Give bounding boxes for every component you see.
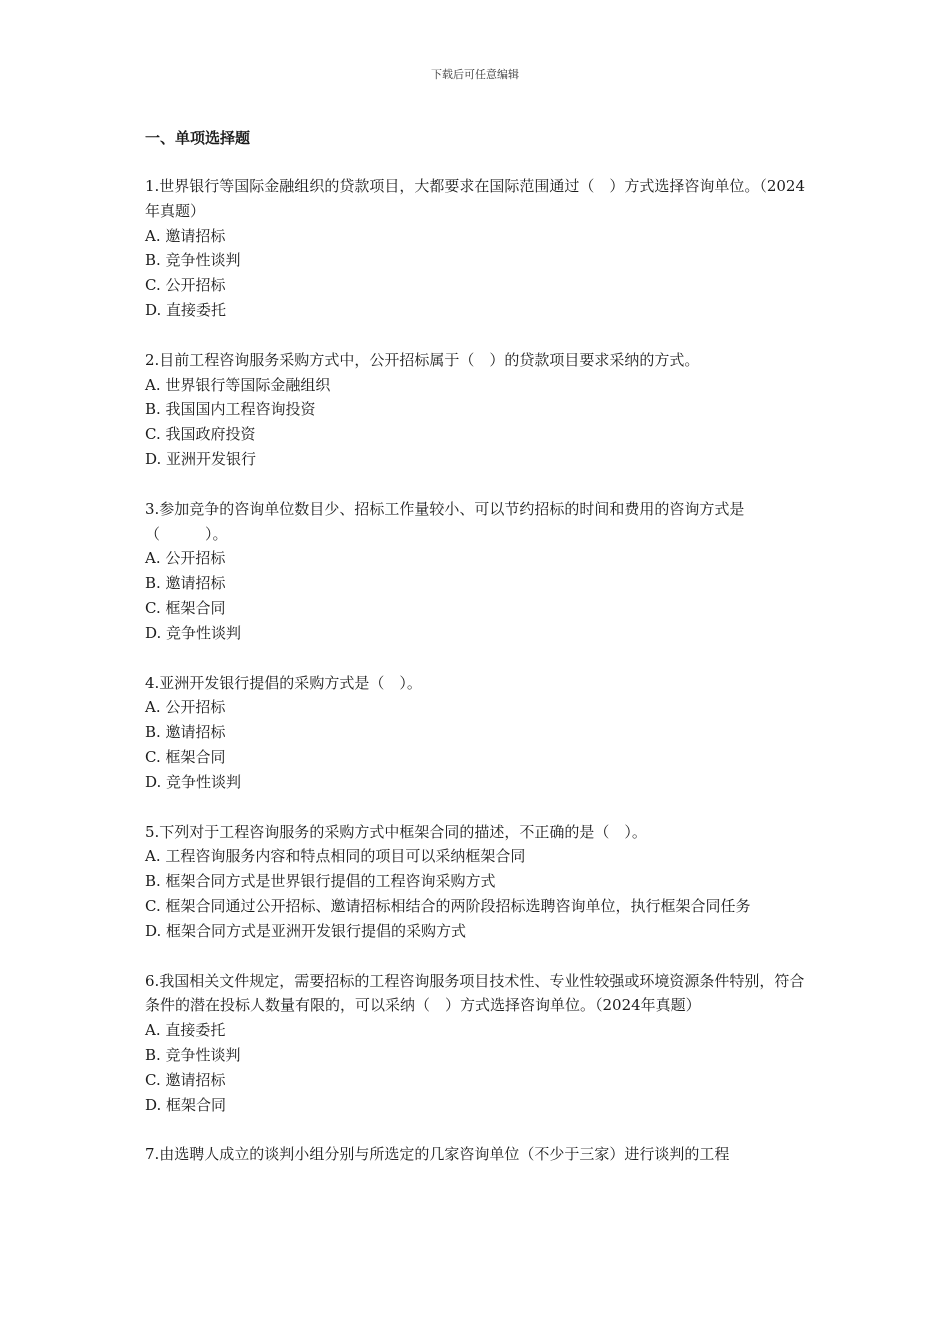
- option-a: A. 邀请招标: [145, 226, 226, 245]
- option-a: A. 直接委托: [145, 1021, 226, 1040]
- option-d: D. 亚洲开发银行: [145, 449, 257, 468]
- option-c: C. 邀请招标: [145, 1070, 226, 1089]
- question-2: [145, 348, 810, 472]
- option-a: A. 世界银行等国际金融组织: [145, 375, 331, 394]
- option-d: D. 框架合同方式是亚洲开发银行提倡的采购方式: [145, 921, 467, 940]
- option-b: B. 邀请招标: [145, 723, 226, 742]
- option-d: D. 框架合同: [145, 1095, 227, 1114]
- option-b: B. 邀请招标: [145, 574, 226, 593]
- option-b: B. 我国国内工程咨询投资: [145, 400, 316, 419]
- question-stem: 3.参加竞争的咨询单位数目少、招标工作量较小、可以节约招标的时间和费用的咨询方式是（ ）。: [145, 499, 745, 543]
- question-3: [145, 497, 810, 646]
- document-body: [145, 126, 810, 1192]
- question-stem: 6.我国相关文件规定，需要招标的工程咨询服务项目技术性、专业性较强或环境资源条件特别，符合条件的潜在投标人数量有限的，可以采纳（ ）方式选择咨询单位。（2024年真题）: [145, 971, 805, 1015]
- option-a: A. 公开招标: [145, 698, 226, 717]
- question-stem: 4.亚洲开发银行提倡的采购方式是（ ）。: [145, 673, 422, 692]
- question-7: [145, 1142, 810, 1167]
- option-d: D. 直接委托: [145, 300, 227, 319]
- page-header: 下载后可任意编辑: [431, 68, 519, 81]
- option-b: B. 竞争性谈判: [145, 251, 241, 270]
- option-a: A. 公开招标: [145, 549, 226, 568]
- question-stem: 5.下列对于工程咨询服务的采购方式中框架合同的描述，不正确的是（ ）。: [145, 822, 647, 841]
- section-title: 一、单项选择题: [145, 129, 251, 147]
- question-stem: 7.由选聘人成立的谈判小组分别与所选定的几家咨询单位（不少于三家）进行谈判的工程: [145, 1145, 730, 1164]
- question-stem: 1.世界银行等国际金融组织的贷款项目，大都要求在国际范围通过（ ）方式选择咨询单位。（2024年真题）: [145, 177, 805, 220]
- option-a: A. 工程咨询服务内容和特点相同的项目可以采纳框架合同: [145, 847, 526, 866]
- question-5: [145, 820, 810, 944]
- question-1: [145, 174, 810, 323]
- question-6: [145, 969, 810, 1118]
- option-c: C. 框架合同: [145, 598, 226, 617]
- option-b: B. 框架合同方式是世界银行提倡的工程咨询采购方式: [145, 872, 496, 891]
- option-d: D. 竞争性谈判: [145, 772, 242, 791]
- question-4: [145, 671, 810, 795]
- option-c: C. 我国政府投资: [145, 425, 256, 444]
- option-c: C. 框架合同通过公开招标、邀请招标相结合的两阶段招标选聘咨询单位，执行框架合同任务: [145, 896, 751, 915]
- option-c: C. 公开招标: [145, 276, 226, 295]
- option-d: D. 竞争性谈判: [145, 623, 242, 642]
- question-stem: 2.目前工程咨询服务采购方式中，公开招标属于（ ）的贷款项目要求采纳的方式。: [145, 350, 700, 369]
- option-b: B. 竞争性谈判: [145, 1045, 241, 1064]
- option-c: C. 框架合同: [145, 747, 226, 766]
